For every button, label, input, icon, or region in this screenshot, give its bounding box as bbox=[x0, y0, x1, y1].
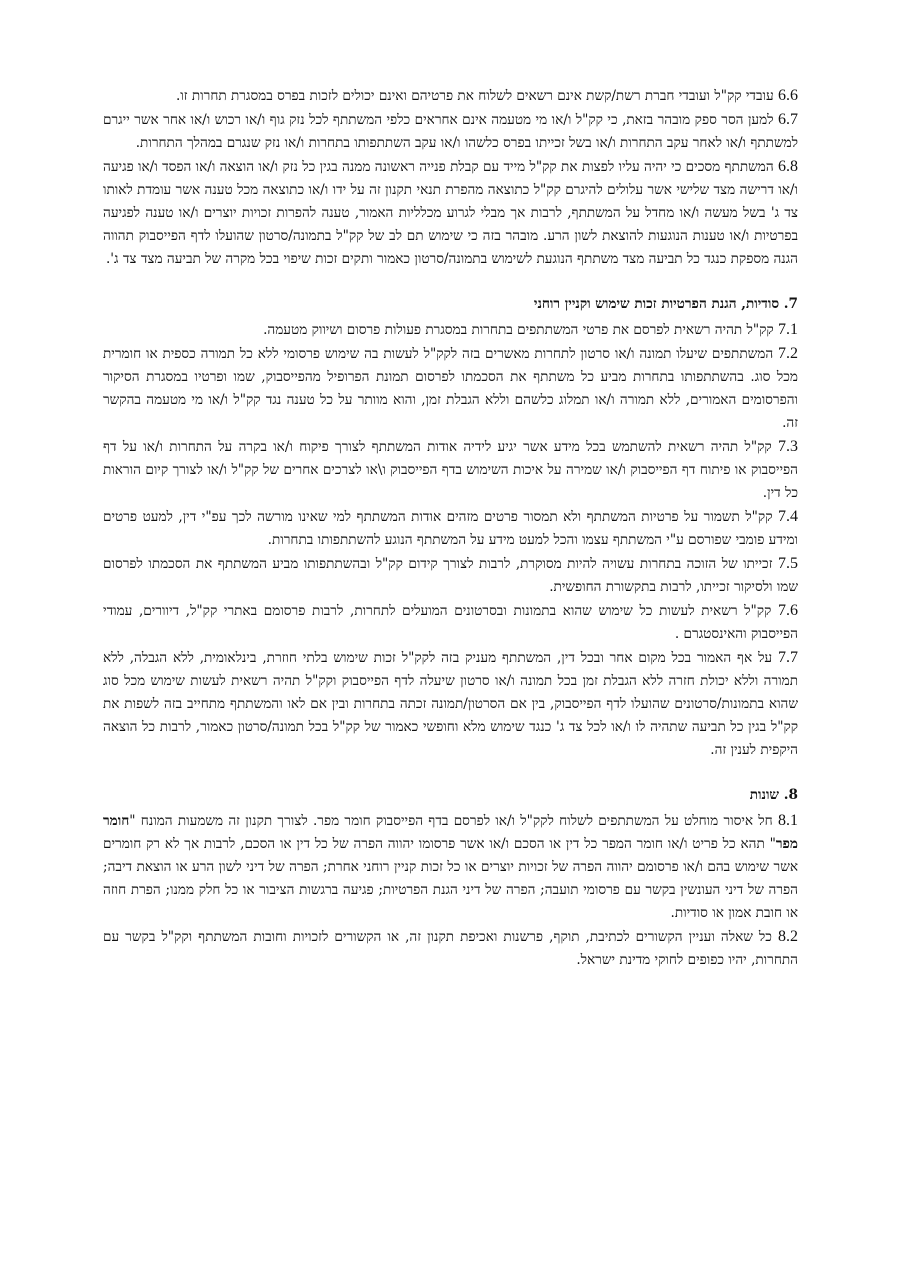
clause-number: 7.4 bbox=[778, 508, 798, 525]
clause-7-7 bbox=[103, 646, 798, 762]
clause-6-7 bbox=[103, 108, 798, 155]
clause-7-1 bbox=[103, 318, 798, 342]
clause-7-4 bbox=[103, 505, 798, 552]
clause-text: קק"ל תשמור על פרטיות המשתתף ולא תמסור פרטים מזהים אודות המשתתף למי שאינו מורשה לכך עפ"י דין, למעט פרטים ומידע פומבי שפורסם ע"י המשתתף עצמו והכל למעט מידע על המשתתף הנוגע להשתתפותו בתחרות. bbox=[103, 509, 798, 548]
clause-6-8 bbox=[103, 155, 798, 271]
clause-7-5 bbox=[103, 552, 798, 599]
clause-number: 8.2 bbox=[778, 928, 799, 945]
defined-term: חומר מפר bbox=[103, 813, 798, 852]
clause-8-1 bbox=[103, 809, 798, 925]
clause-number: 7.2 bbox=[778, 345, 798, 362]
clause-number: 7.7 bbox=[778, 649, 799, 666]
clause-7-2 bbox=[103, 342, 798, 435]
clause-number: 6.8 bbox=[778, 158, 798, 175]
clause-text: על אף האמור בכל מקום אחר ובכל דין, המשתתף מעניק בזה לקק"ל זכות שימוש בלתי חוזרת, בינלאומית, ללא הגבלה, ללא תמורה וללא יכולת חזרה ללא הגבלת זמן בכל תמונה ו/או סרטון שיעלה לדף הפייסבוק וקק"ל תהיה רשאית לעשות שימוש מכל סוג שהוא בתמונות/סרטונים שהועלו לדף הפייסבוק, בין אם הסרטון/תמונה זכתה בתחרות ובין אם לאו והמשתתף מתחייב בזה לשפות את קק"ל בגין כל תביעה שתהיה לו ו/או לכל צד ג' כנגד שימוש מלא וחופשי כאמור של קק"ל בכל תמונה/סרטון כאמור, לרבות כל הוצאה היקפית לענין זה. bbox=[103, 650, 798, 758]
clause-text: קק"ל תהיה רשאית להשתמש בכל מידע אשר יגיע לידיה אודות המשתתף לצורך פיקוח ו/או בקרה על התחרות ו/או על דף הפייסבוק או פיתוח דף הפייסבוק ו/או שמירה על איכות השימוש בדף הפייסבוק ו\או לצרכים אחרים של קק"ל ו/או לצורך קיום הוראות כל דין. bbox=[103, 439, 798, 501]
section-heading-7: 7. סודיות, הגנת הפרטיות זכות שימוש וקניין רוחני bbox=[533, 296, 798, 312]
clause-text-after: " תהא כל פריט ו/או חומר המפר כל דין או הסכם ו/או אשר פרסומו יהווה הפרה של כל דין או הסכם, לרבות אך לא רק חומרים אשר שימוש בהם ו/או פרסומם יהווה הפרה של זכויות יוצרים או כל זכות קניין רוחני אחרת; הפרה של דיני לשון הרע או הוצאת דיבה; הפרה של דיני העונשין בקשר עם פרסומי תועבה; הפרה של דיני הגנת הפרטיות; פגיעה ברגשות הציבור או כל חלק ממנו; הפרת חוזה או חובת אמון או סודיות. bbox=[103, 836, 799, 921]
clause-7-6 bbox=[103, 599, 798, 646]
clause-text: כל שאלה ועניין הקשורים לכתיבת, תוקף, פרשנות ואכיפת תקנון זה, או הקשורים לזכויות וחובות המשתתף וקק"ל בקשר עם התחרות, יהיו כפופים לחוקי מדינת ישראל. bbox=[103, 929, 798, 968]
clause-text: המשתתף מסכים כי יהיה עליו לפצות את קק"ל מייד עם קבלת פנייה ראשונה ממנה בגין כל נזק ו/או הוצאה ו/או הפסד ו/או פגיעה ו/או דרישה מצד שלישי אשר עלולים להיגרם קק"ל כתוצאה מהפרת תנאי תקנון זה על ידו ו/או כתוצאה מכל טענה אשר עומדת לאותו צד ג' בשל מעשה ו/או מחדל על המשתתף, לרבות אך מבלי לגרוע מכלליות האמור, טענה להפרות זכויות יוצרים ו/או טענה לפגיעה בפרטיות ו/או טענות הנוגעות להוצאת לשון הרע. מובהר בזה כי שימוש תם לב של קק"ל בתמונה/סרטון שהועלו לדף הפייסבוק תהווה הגנה מספקת כנגד כל תביעה מצד משתתף הנוגעת לשימוש בתמונה/סרטון כאמור ותקים זכות שיפוי בכל מקרה של תביעה מצד צד ג'. bbox=[103, 159, 798, 267]
clause-text: עובדי קק"ל ועובדי חברת רשת/קשת אינם רשאים לשלוח את פרטיהם ואינם יכולים לזכות בפרס במסגרת תחרות זו. bbox=[175, 88, 774, 104]
clause-number: 7.3 bbox=[778, 438, 798, 455]
clause-number: 7.6 bbox=[778, 602, 798, 619]
clause-7-3 bbox=[103, 435, 798, 505]
clause-number: 7.5 bbox=[778, 555, 798, 572]
clause-text: המשתתפים שיעלו תמונה ו/או סרטון לתחרות מאשרים בזה לקק"ל לעשות בה שימוש פרסומי ללא כל תמורה כספית או חומרית מכל סוג. בהשתתפותו בתחרות מביע כל משתתף את הסכמתו לפרסום תמונת הפרופיל מהפייסבוק, שמו ופרטיו במסגרת הסיקור והפרסומים האמורים, ללא תמורה ו/או תמלוג כלשהם וללא הגבלת זמן, והוא מוותר על כל טענה נגד קק"ל ו/או מי מטעמה בהקשר זה. bbox=[103, 346, 798, 431]
clause-text: זכייתו של הזוכה בתחרות עשויה להיות מסוקרת, לרבות לצורך קידום קק"ל ובהשתתפותו מביע המשתתף את הסכמתו לפרסום שמו ולסיקור זכייתו, לרבות בתקשורת החופשית. bbox=[103, 556, 798, 595]
clause-number: 7.1 bbox=[778, 321, 798, 338]
clause-text: למען הסר ספק מובהר בזאת, כי קק"ל ו/או מי מטעמה אינם אחראים כלפי המשתתף לכל נזק גוף ו/או רכוש ו/או אחר אשר ייגרם למשתתף ו/או לאחר עקב התחרות ו/או בשל זכייתו בפרס כלשהו ו/או עקב השתתפותו בתחרות ו/או נזק שנגרם במהלך התחרות. bbox=[103, 112, 798, 151]
clause-text-before: חל איסור מוחלט על המשתתפים לשלוח לקק"ל ו/או לפרסם בדף הפייסבוק חומר מפר. לצורך תקנון זה משמעות המונח " bbox=[129, 813, 773, 829]
section-heading-8: 8. שונות bbox=[749, 787, 798, 803]
clause-number: 6.7 bbox=[778, 111, 798, 128]
clause-number: 6.6 bbox=[778, 87, 798, 104]
clause-number: 8.1 bbox=[777, 812, 798, 829]
clause-text: קק"ל רשאית לעשות כל שימוש שהוא בתמונות ובסרטונים המועלים לתחרות, לרבות פרסומם באתרי קק"ל, דיוורים, עמודי הפייסבוק והאינסטגרם . bbox=[103, 603, 798, 642]
clause-text: קק"ל תהיה רשאית לפרסם את פרטי המשתתפים בתחרות במסגרת פעולות פרסום ושיווק מטעמה. bbox=[263, 322, 774, 338]
clause-6-6 bbox=[103, 84, 798, 108]
clause-8-2 bbox=[103, 925, 798, 972]
